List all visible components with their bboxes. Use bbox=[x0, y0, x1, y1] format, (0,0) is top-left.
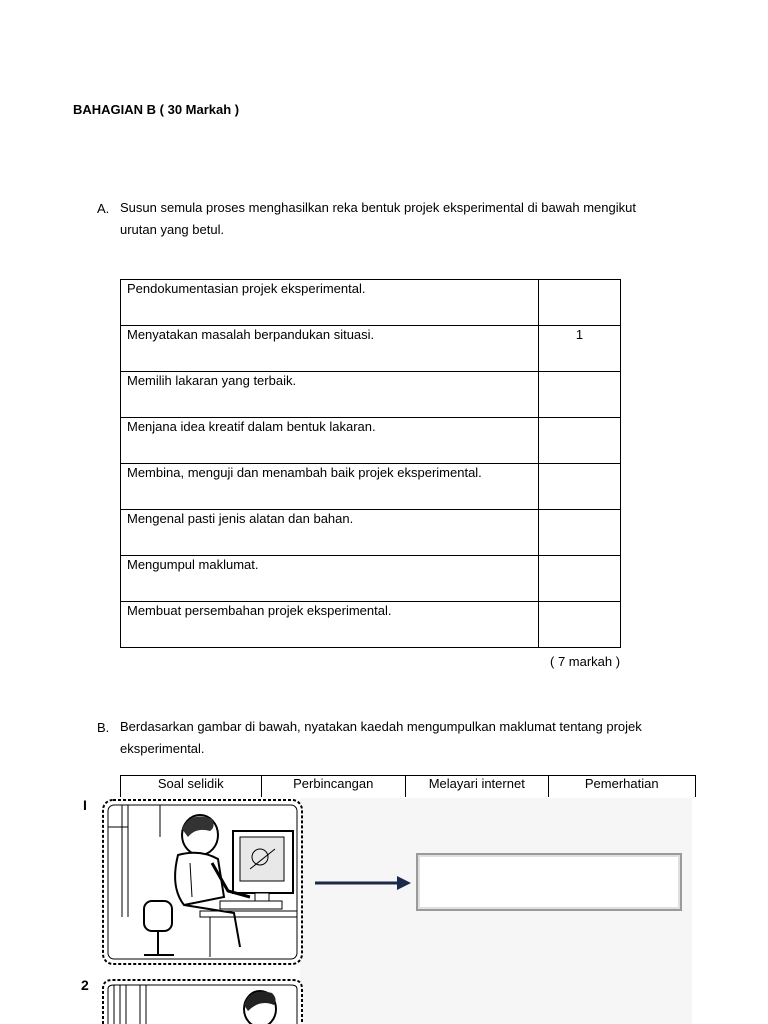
table-row bbox=[121, 510, 621, 556]
table-row bbox=[121, 602, 621, 648]
activity-cell: Menjana idea kreatif dalam bentuk lakaran. bbox=[121, 418, 539, 464]
table-row bbox=[121, 464, 621, 510]
question-a-label: A. bbox=[97, 201, 110, 216]
question-b-text bbox=[120, 716, 720, 760]
table-row bbox=[121, 372, 621, 418]
order-cell[interactable]: 1 bbox=[539, 326, 621, 372]
section-title: BAHAGIAN B ( 30 Markah ) bbox=[73, 102, 240, 117]
computer-user-illustration bbox=[100, 797, 305, 967]
activity-cell: Mengenal pasti jenis alatan dan bahan. bbox=[121, 510, 539, 556]
question-b-line-1: Berdasarkan gambar di bawah, nyatakan kaedah mengumpulkan maklumat tentang projek bbox=[120, 719, 642, 734]
arrow-right-icon bbox=[313, 873, 413, 893]
order-cell[interactable] bbox=[539, 280, 621, 326]
activity-cell: Memilih lakaran yang terbaik. bbox=[121, 372, 539, 418]
method-options-bar bbox=[120, 775, 696, 797]
marks-label: ( 7 markah ) bbox=[550, 654, 621, 669]
activity-cell: Mengumpul maklumat. bbox=[121, 556, 539, 602]
question-a-line-2: urutan yang betul. bbox=[120, 222, 225, 237]
order-cell[interactable] bbox=[539, 464, 621, 510]
answer-box-1[interactable] bbox=[416, 853, 682, 911]
order-cell[interactable] bbox=[539, 556, 621, 602]
discussion-illustration bbox=[100, 977, 305, 1024]
method-option: Perbincangan bbox=[262, 776, 407, 797]
order-cell[interactable] bbox=[539, 418, 621, 464]
activity-cell: Menyatakan masalah berpandukan situasi. bbox=[121, 326, 539, 372]
question-a-text bbox=[120, 197, 720, 241]
picture-number-2: 2 bbox=[81, 977, 89, 993]
table-row bbox=[121, 280, 621, 326]
method-option: Melayari internet bbox=[406, 776, 549, 797]
question-b-label: B. bbox=[97, 720, 110, 735]
picture-number-1: I bbox=[83, 797, 87, 813]
ordering-table bbox=[120, 279, 621, 648]
method-option: Pemerhatian bbox=[584, 776, 659, 791]
order-cell[interactable] bbox=[539, 372, 621, 418]
order-cell[interactable] bbox=[539, 602, 621, 648]
table-row bbox=[121, 556, 621, 602]
watermark-background bbox=[300, 798, 692, 1024]
table-row bbox=[121, 418, 621, 464]
activity-cell: Membina, menguji dan menambah baik projek eksperimental. bbox=[121, 464, 539, 510]
method-option: Soal selidik bbox=[121, 776, 262, 797]
question-a-line-1: Susun semula proses menghasilkan reka bentuk projek eksperimental di bawah mengikut bbox=[120, 200, 636, 215]
activity-cell: Membuat persembahan projek eksperimental. bbox=[121, 602, 539, 648]
question-b-line-2: eksperimental. bbox=[120, 741, 205, 756]
table-row bbox=[121, 326, 621, 372]
activity-cell: Pendokumentasian projek eksperimental. bbox=[121, 280, 539, 326]
order-cell[interactable] bbox=[539, 510, 621, 556]
